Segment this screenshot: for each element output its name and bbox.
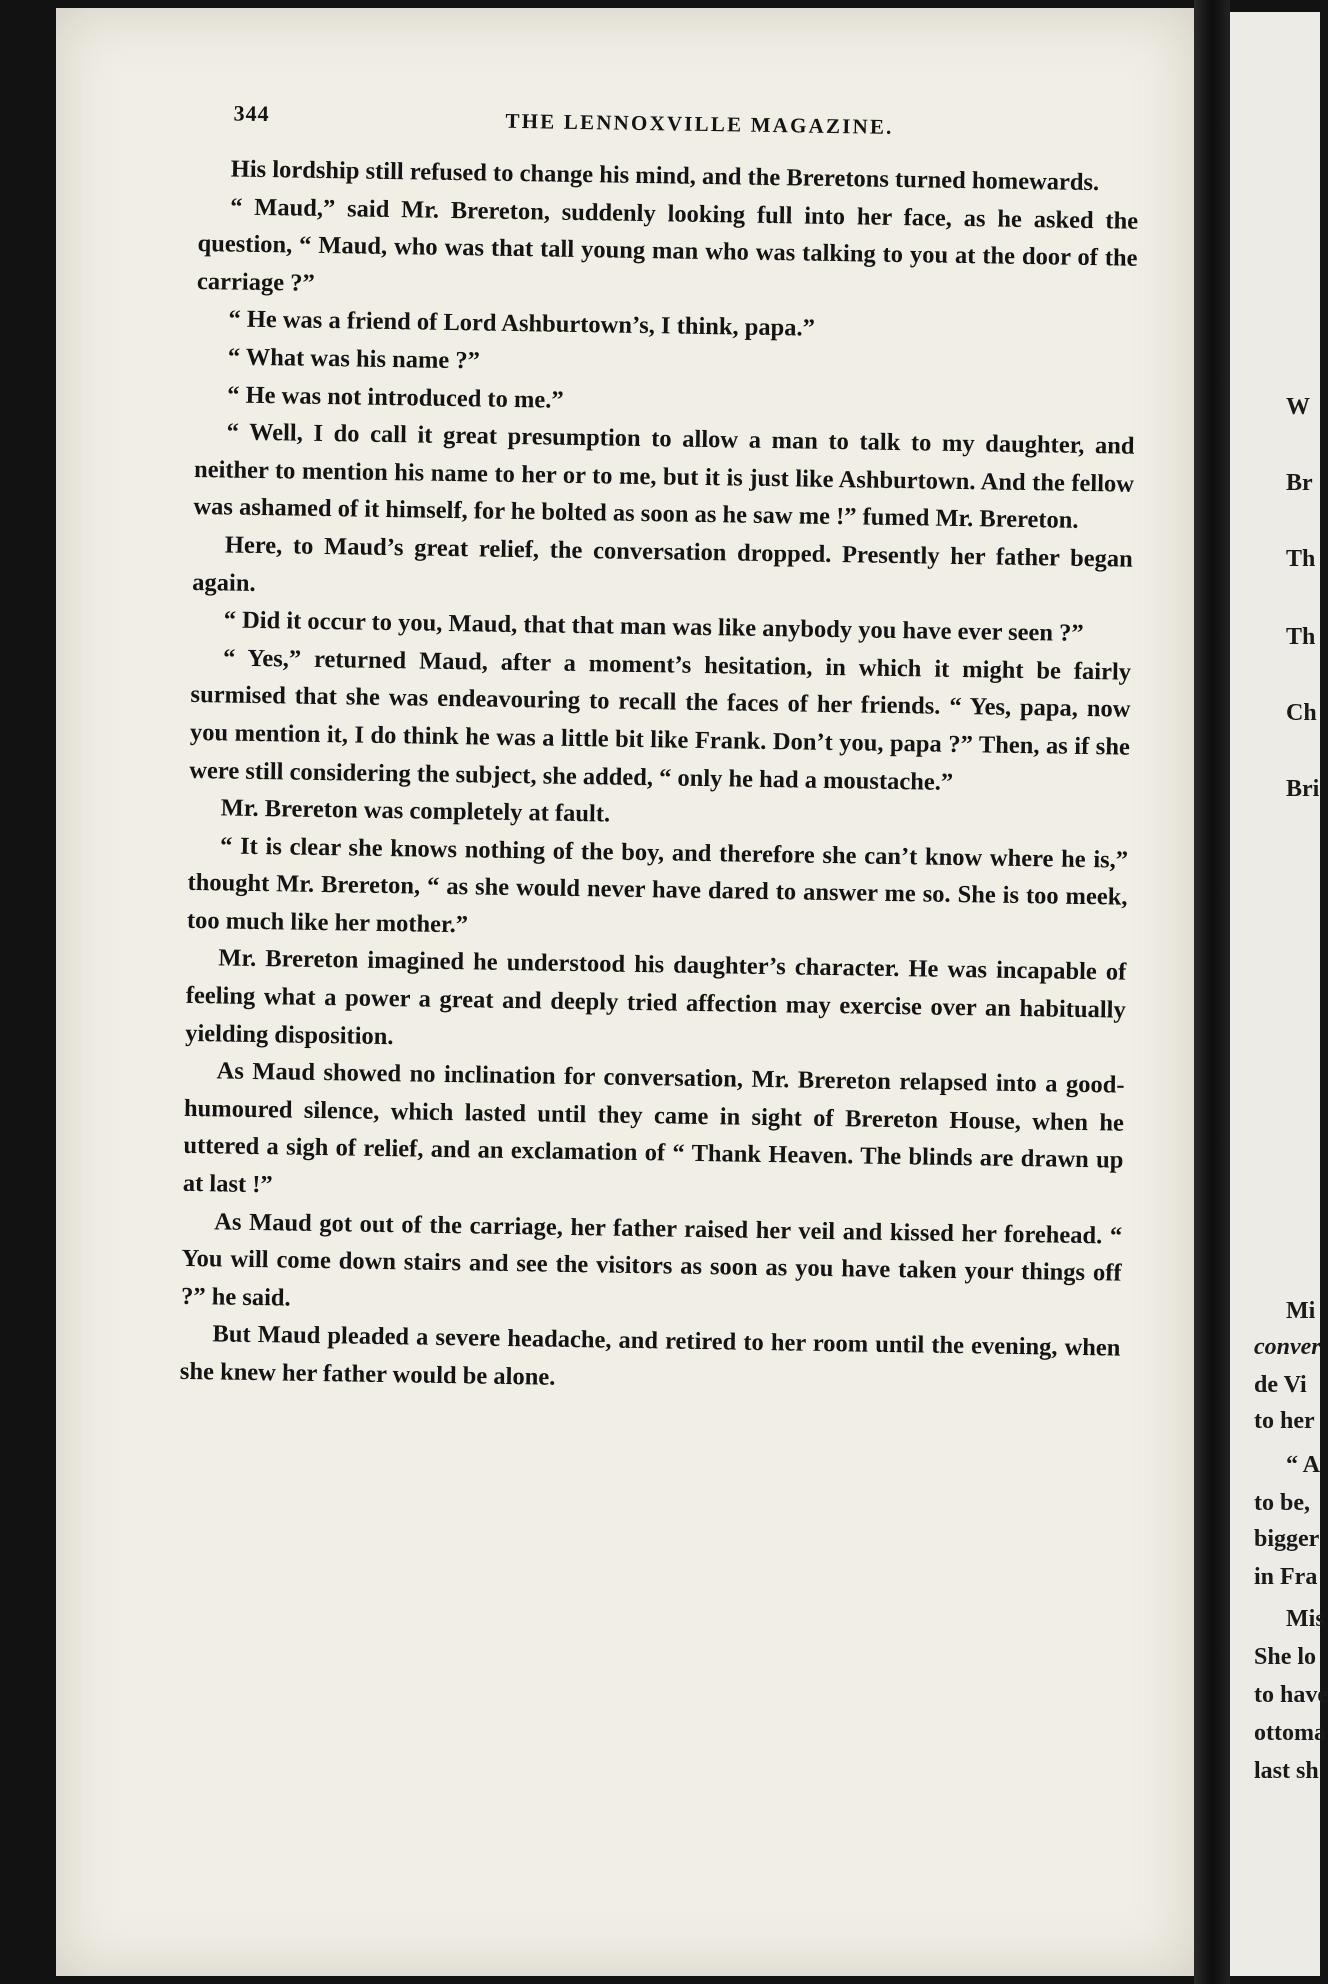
paragraph: “ What was his name ?” bbox=[227, 343, 481, 375]
paragraph: “ He was not introduced to me.” bbox=[227, 381, 564, 414]
paragraph: “ Yes,” returned Maud, after a moment’s hesitation, in which it might be fairly surmised that she was endeavouring to recall the faces of her friends. “ Yes, papa, now you mention it, I do think he was a little bit like Frank. Don’t you, papa ?” Then, as if she were still considering the subject, she added, “ only he had a moustache.” bbox=[189, 644, 1132, 796]
paragraph: But Maud pleaded a severe headache, and retired to her room until the evening, when she knew her father would be alone. bbox=[179, 1320, 1121, 1391]
paragraph: “ Maud,” said Mr. Brereton, suddenly looking full into her face, as he asked the question, “ Maud, who was that tall young man who was talking to you at the door of the carriage ?” bbox=[196, 193, 1139, 297]
facing-line: She lo bbox=[1254, 1644, 1317, 1670]
facing-line: in Fra bbox=[1254, 1564, 1318, 1590]
facing-line: bigger bbox=[1254, 1526, 1320, 1552]
facing-line: de Vi bbox=[1254, 1372, 1307, 1398]
facing-line: to be, bbox=[1254, 1490, 1310, 1516]
paragraph: “ Well, I do call it great presumption to allow a man to talk to my daughter, and neither to mention his name to her or to me, but it is just like Ashburtown. And the fellow was ashamed of it himself, for he bolted as soon as he saw me !” fumed Mr. Brereton. bbox=[193, 418, 1135, 535]
facing-line: Br bbox=[1286, 470, 1313, 496]
paragraph: Mr. Brereton imagined he understood his daughter’s character. He was incapable of feeling what a power a great and deeply tried affection may exercise over an habitually yielding disposition. bbox=[185, 944, 1127, 1050]
facing-line: Bri bbox=[1286, 776, 1320, 802]
facing-line: “ A bbox=[1286, 1452, 1321, 1478]
facing-line: last sh bbox=[1254, 1758, 1319, 1784]
facing-page-fragment bbox=[1230, 12, 1328, 1976]
magazine-title: THE LENNOXVILLE MAGAZINE. bbox=[505, 108, 894, 139]
paragraph: Here, to Maud’s great relief, the conversation dropped. Presently her father began again. bbox=[192, 531, 1133, 597]
paragraph: As Maud showed no inclination for conversation, Mr. Brereton relapsed into a good-humoured silence, which lasted until they came in sight of Brereton House, when he uttered a sigh of relief, and an exclamation of “ Thank Heaven. The blinds are drawn up at last !” bbox=[182, 1057, 1125, 1199]
page-text-block bbox=[175, 92, 1139, 1667]
book-gutter bbox=[1194, 0, 1230, 1984]
facing-line: Mi bbox=[1286, 1298, 1316, 1324]
facing-line: Th bbox=[1286, 624, 1316, 650]
paragraph: “ Did it occur to you, Maud, that that man was like anybody you have ever seen ?” bbox=[223, 606, 1084, 648]
page-number: 344 bbox=[233, 100, 270, 127]
paragraph: His lordship still refused to change his mind, and the Breretons turned homewards. bbox=[230, 155, 1100, 197]
facing-line: to her bbox=[1254, 1408, 1315, 1434]
paragraph: “ It is clear she knows nothing of the boy, and therefore she can’t know where he is,” thought Mr. Brereton, “ as she would never have dared to answer me so. She is too meek, too much like her mother.” bbox=[186, 832, 1129, 939]
facing-line: conver bbox=[1254, 1334, 1321, 1360]
paragraph: As Maud got out of the carriage, her father raised her veil and kissed her forehead. “ You will come down stairs and see the visitors as soon as you have taken your things off ?” he said. bbox=[180, 1207, 1123, 1312]
facing-line: to have bbox=[1254, 1682, 1328, 1708]
facing-line: ottoma bbox=[1254, 1720, 1326, 1746]
facing-line: Ch bbox=[1286, 700, 1317, 726]
facing-line: Th bbox=[1286, 546, 1316, 572]
paragraph: “ He was a friend of Lord Ashburtown’s, I think, papa.” bbox=[228, 305, 816, 343]
paragraph: Mr. Brereton was completely at fault. bbox=[220, 794, 611, 828]
facing-line: W bbox=[1286, 394, 1310, 420]
facing-line: Mis bbox=[1286, 1606, 1325, 1632]
